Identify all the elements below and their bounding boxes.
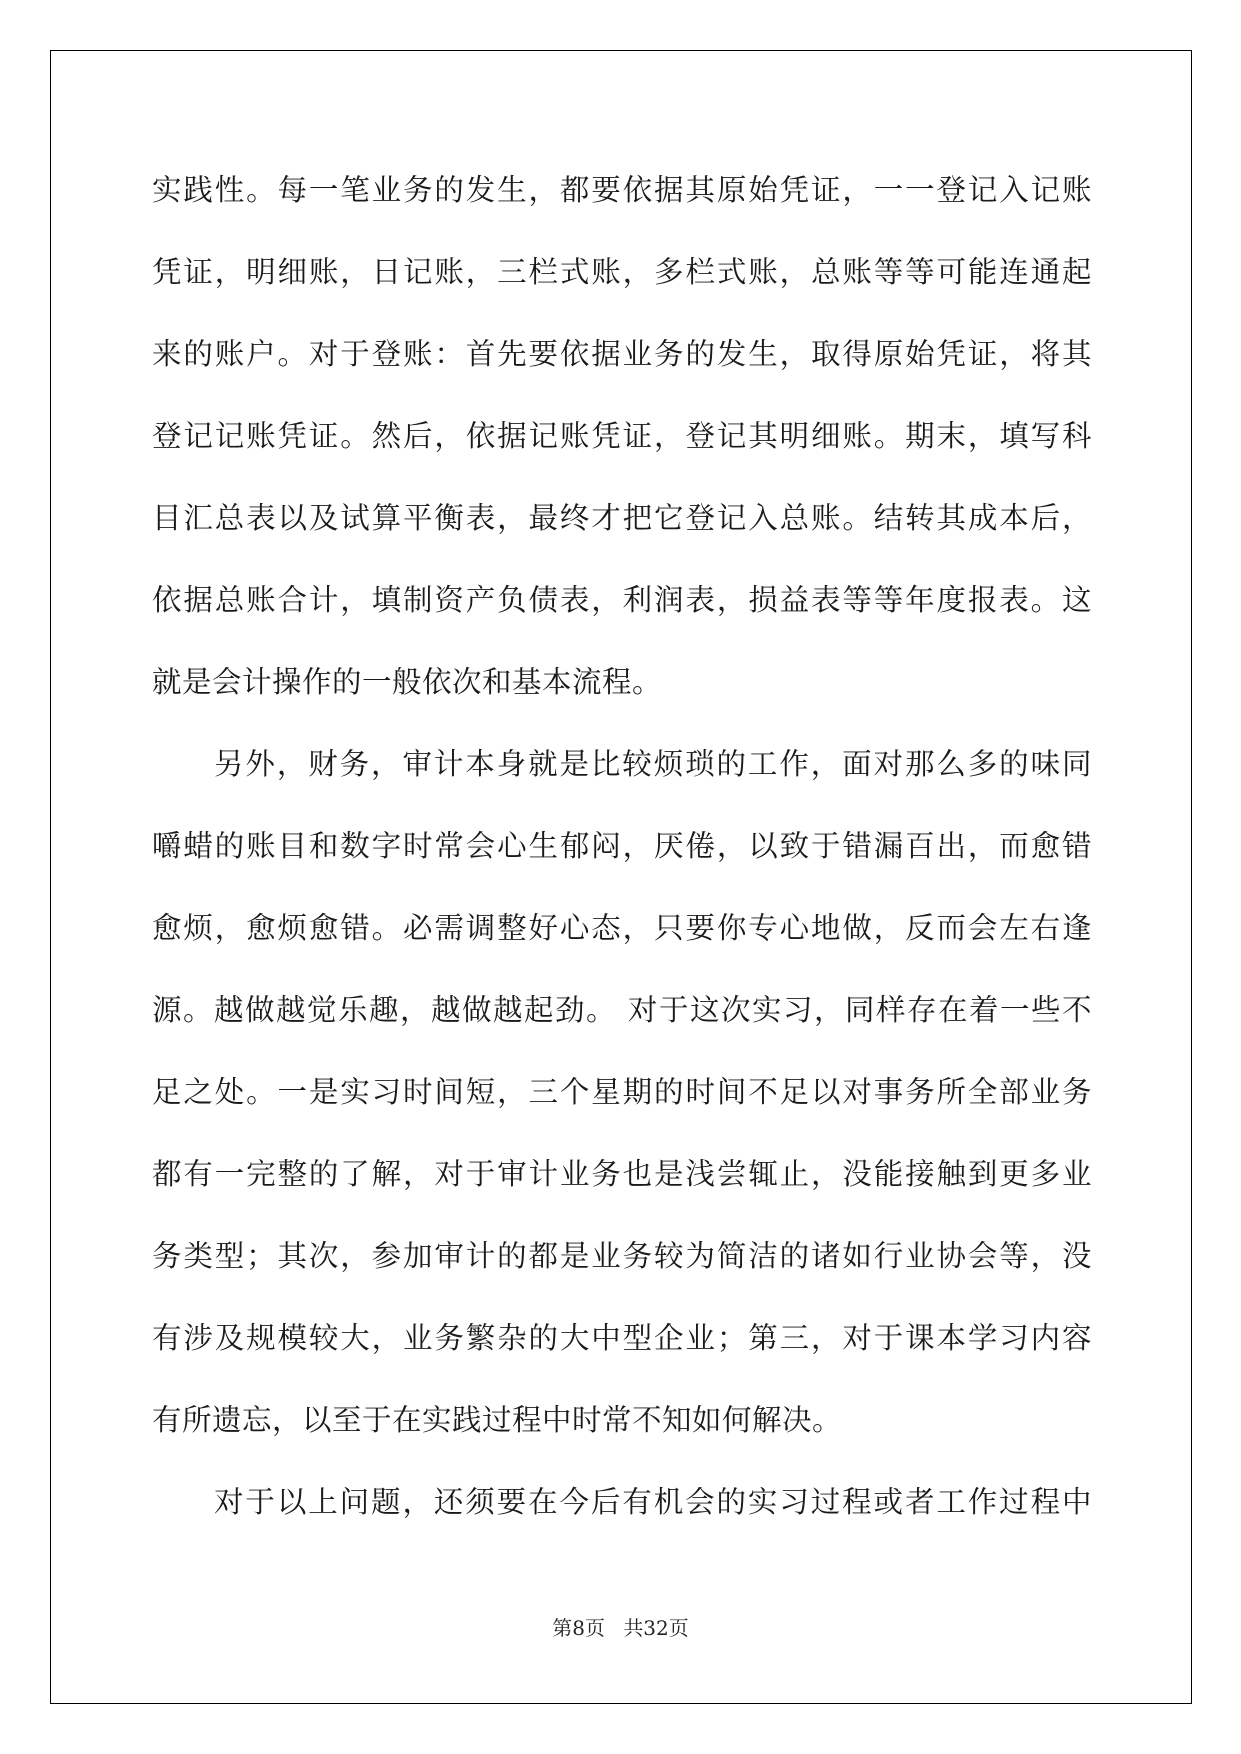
text-line: 有所遗忘，以至于在实践过程中时常不知如何解决。 xyxy=(152,1403,843,1437)
text-line: 有涉及规模较大，业务繁杂的大中型企业；第三，对于课本学习内容 xyxy=(152,1321,1092,1355)
text-line: 就是会计操作的一般依次和基本流程。 xyxy=(152,665,663,699)
text-line: 依据总账合计，填制资产负债表，利润表，损益表等等年度报表。这 xyxy=(152,583,1092,617)
text-line: 对于以上问题，还须要在今后有机会的实习过程或者工作过程中 xyxy=(214,1485,1092,1519)
text-line: 另外，财务，审计本身就是比较烦琐的工作，面对那么多的味同 xyxy=(214,747,1092,781)
page-number-total: 共32页 xyxy=(623,1616,689,1640)
text-line: 足之处。一是实习时间短，三个星期的时间不足以对事务所全部业务 xyxy=(152,1075,1092,1109)
text-line: 愈烦，愈烦愈错。必需调整好心态，只要你专心地做，反而会左右逢 xyxy=(152,911,1092,945)
page-footer xyxy=(0,1612,1241,1641)
text-line: 来的账户。对于登账：首先要依据业务的发生，取得原始凭证，将其 xyxy=(152,337,1092,371)
text-line: 嚼蜡的账目和数字时常会心生郁闷，厌倦，以致于错漏百出，而愈错 xyxy=(152,829,1092,863)
page-number-current: 第8页 xyxy=(552,1616,605,1640)
text-line: 登记记账凭证。然后，依据记账凭证，登记其明细账。期末，填写科 xyxy=(152,419,1092,453)
text-line: 务类型；其次，参加审计的都是业务较为简洁的诸如行业协会等，没 xyxy=(152,1239,1092,1273)
text-line: 实践性。每一笔业务的发生，都要依据其原始凭证，一一登记入记账 xyxy=(152,173,1092,207)
text-line: 目汇总表以及试算平衡表，最终才把它登记入总账。结转其成本后， xyxy=(152,501,1092,535)
text-line: 源。越做越觉乐趣，越做越起劲。 对于这次实习，同样存在着一些不 xyxy=(152,993,1092,1027)
document-body xyxy=(152,165,1092,1559)
text-line: 凭证，明细账，日记账，三栏式账，多栏式账，总账等等可能连通起 xyxy=(152,255,1092,289)
text-line: 都有一完整的了解，对于审计业务也是浅尝辄止，没能接触到更多业 xyxy=(152,1157,1092,1191)
